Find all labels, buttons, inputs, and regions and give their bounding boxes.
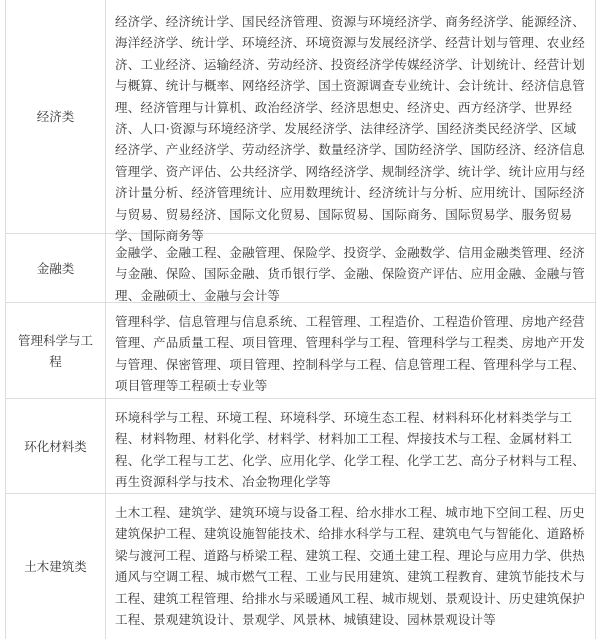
table-row: [6, 399, 595, 494]
table-row: [6, 234, 595, 303]
table-row: [6, 494, 595, 639]
category-cell: 土木建筑类: [6, 494, 106, 639]
majors-cell: 环境科学与工程、环境工程、环境科学、环境生态工程、材料科环化材料类学与工程、材料物理、材料化学、材料学、材料加工工程、焊接技术与工程、金属材料工程、化学工程与工艺、化学、应用化学、化学工程、化学工艺、高分子材料与工程、再生资源科学与技术、冶金物理化学等: [115, 410, 585, 490]
majors-cell: 金融学、金融工程、金融管理、保险学、投资学、金融数学、信用金融类管理、经济与金融、保险、国际金融、货币银行学、金融、保险资产评估、应用金融、金融与管理、金融硕士、金融与会计等: [115, 245, 585, 303]
majors-cell: 管理科学、信息管理与信息系统、工程管理、工程造价、工程造价管理、房地产经营管理、产品质量工程、项目管理、管理科学与工程、管理科学与工程类、房地产开发与管理、保密管理、项目管理、控制科学与工程、信息管理工程、管理科学与工程、项目管理等工程硕士专业等: [115, 314, 585, 394]
category-cell: 管理科学与工程: [6, 303, 106, 398]
majors-cell: 土木工程、建筑学、建筑环境与设备工程、给水排水工程、城市地下空间工程、历史建筑保护工程、建筑设施智能技术、给排水科学与工程、建筑电气与智能化、道路桥梁与渡河工程、道路与桥梁工程、建筑工程、交通土建工程、理论与应用力学、供热通风与空调工程、城市燃气工程、工业与民用建筑、建筑工程教育、建筑节能技术与工程、建筑工程管理、给排水与采暖通风工程、城市规划、景观设计、历史建筑保护工程、景观建筑设计、景观学、风景林、城镇建设、园林景观设计等: [115, 505, 585, 628]
category-cell: 环化材料类: [6, 399, 106, 493]
category-cell: 金融类: [6, 234, 106, 302]
category-cell: 经济类: [6, 0, 106, 233]
table-row: [6, 303, 595, 399]
table-row: [6, 0, 595, 244]
majors-cell: 经济学、经济统计学、国民经济管理、资源与环境经济学、商务经济学、能源经济、海洋经济学、统计学、环境经济、环境资源与发展经济学、经营计划与管理、农业经济、工业经济、运输经济、劳动经济、投资经济学传媒经济学、计划统计、经营计划与概算、统计与概率、网络经济学、国土资源调查专业统计、会计统计、经济信息管理、经济管理与计算机、政治经济学、经济思想史、经济史、西方经济学、世界经济、人口·资源与环境经济学、发展经济学、法律经济学、国经济类民经济学、区域经济学、产业经济学、劳动经济学、数量经济学、国防经济学、国防经济、经济信息管理学、资产评估、公共经济学、网络经济学、规制经济学、统计学、统计应用与经济计量分析、经济管理统计、应用数理统计、经济统计与分析、应用统计、国际经济与贸易、贸易经济、国际文化贸易、国际贸易、国际商务、国际贸易学、服务贸易学、国际商务等: [115, 14, 585, 244]
majors-table: [5, 0, 596, 639]
